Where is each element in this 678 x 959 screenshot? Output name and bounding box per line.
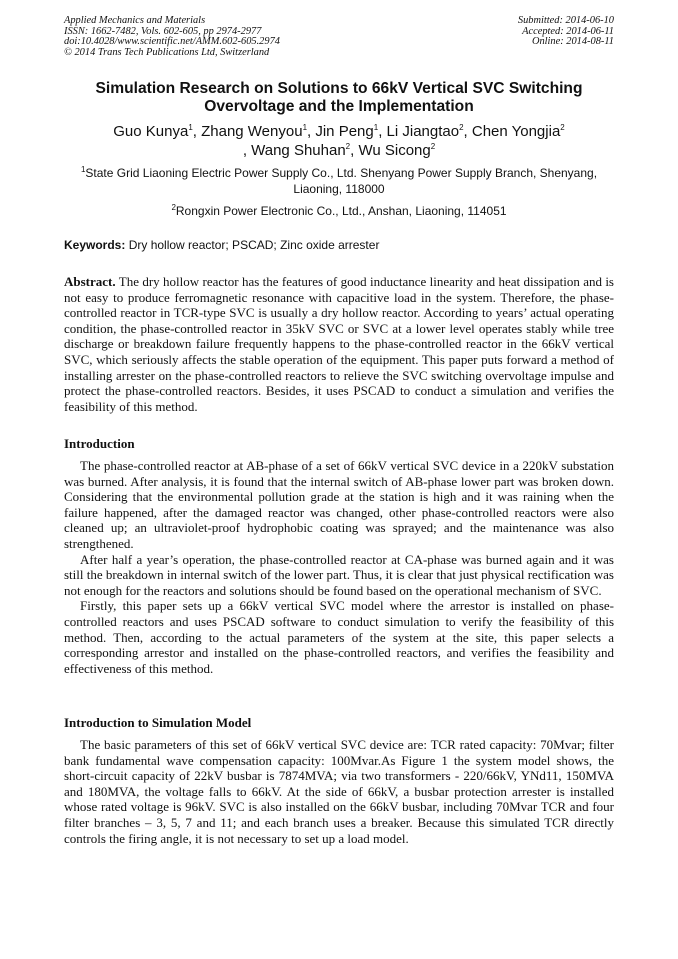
author-name: Guo Kunya [113,123,189,140]
paragraph: Firstly, this paper sets up a 66kV vertical SVC model where the arrestor is installed on phase-controlled reactors and uses PSCAD software to conduct simulation to verify the feasibility of this method. Then, according to the actual parameters of the system at the site, this paper selects a corresponding arrestor and installed on the phase-controlled reactors, and verifies the feasibility and effectiveness of this method. [64,598,614,676]
paragraph: The phase-controlled reactor at AB-phase of a set of 66kV vertical SVC device in a 220kV substation was burned. After analysis, it is found that the internal switch of AB-phase lower part was broken down. Considering that the environmental pollution grade at the station is high and it was raining when the failure happened, after the damaged reactor was changed, other phase-controlled reactors were also cleaned up; an ultraviolet-proof hydrophobic coating was sprayed; and the maintenance was also strengthened. [64,458,614,551]
author-name: , Zhang Wenyou [192,123,303,140]
section-heading-introduction: Introduction [64,436,135,451]
dates-info [518,16,614,48]
journal-info [64,16,280,58]
abstract [64,274,614,414]
author-affil-mark: 2 [345,142,351,151]
section-heading-simulation-model: Introduction to Simulation Model [64,715,252,730]
abstract-label: Abstract. [64,274,116,289]
issn-line: ISSN: 1662-7482, Vols. 602-605, pp 2974-2977 [64,25,262,37]
affiliation-2 [64,204,614,220]
author-name: , Wu Sicong [350,142,431,159]
submitted-date: Submitted: 2014-06-10 [517,15,614,26]
author-affil-mark: 1 [188,123,193,132]
author-affil-mark: 1 [302,123,308,132]
affiliation-text: State Grid Liaoning Electric Power Supply Co., Ltd. Shenyang Power Supply Branch, Shenyang, Liaoning, 118000 [85,166,598,196]
copyright-line: © 2014 Trans Tech Publications Ltd, Switzerland [64,46,270,58]
affiliation-text: Rongxin Power Electronic Co., Ltd., Anshan, Liaoning, 114051 [175,204,507,218]
online-date: Online: 2014-08-11 [531,36,614,48]
journal-name: Applied Mechanics and Materials [64,15,206,26]
abstract-text: The dry hollow reactor has the features of good inductance linearity and heat dissipation and is not easy to produce ferromagnetic resonance with capacitive load in the system. Therefore, the phase-controlled reactor in TCR-type SVC is usually a dry hollow reactor. According to years’ actual operating condition, the phase-controlled reactor in 35kV SVC or SVC at a lower level operates stably while tree discharge or breakdown failure frequently happens to the phase-controlled reactor in the 66kV vertical SVC, which seriously affects the stable operation of the equipment. This paper puts forward a method of installing arrester on the phase-controlled reactors to relieve the SVC switching overvoltage impulse and protect the phase-controlled reactors. Besides, it uses PSCAD to conduct a simulation and verifies the feasibility of this method. [64,274,614,414]
author-affil-mark: 2 [430,142,436,151]
doi-line: doi:10.4028/www.scientific.net/AMM.602-605.2974 [64,36,280,48]
author-name: , Chen Yongjia [463,123,561,140]
affiliation-mark: 2 [171,203,176,212]
affiliation-mark: 1 [80,165,86,174]
accepted-date: Accepted: 2014-06-11 [522,25,614,37]
author-affil-mark: 2 [560,123,565,132]
affiliation-1 [64,166,614,197]
keywords-label: Keywords: [64,238,126,252]
author-name: , Li Jiangtao [378,123,460,140]
paper-title: Simulation Research on Solutions to 66kV Vertical SVC Switching Overvoltage and the Implementation [95,80,583,115]
author-list [64,122,614,160]
author-affil-mark: 2 [459,123,464,132]
keywords [64,238,614,253]
author-name: , Jin Peng [307,123,374,140]
paragraph: After half a year’s operation, the phase-controlled reactor at CA-phase was burned again and it was still the breakdown in internal switch of the lower part. Thus, it is clear that just physical rectification was not enough for the reactors and solutions should be found based on the operational mechanism of SVC. [64,551,614,598]
keywords-text: Dry hollow reactor; PSCAD; Zinc oxide arrester [125,238,380,252]
section-introduction [64,458,614,676]
paragraph: The basic parameters of this set of 66kV vertical SVC device are: TCR rated capacity: 70Mvar; filter bank fundamental wave compensation capacity: 100Mvar.As Figure 1 the system model shows, the short-circuit capacity of 22kV busbar is 7874MVA; via two transformers - 220/66kV, YNd11, 150MVA and 180MVA, the voltage falls to 66kV. At the side of 66kV, a busbar protection arrester is installed whose rated voltage is 96kV. SVC is also installed on the 66kV busbar, including 70Mvar TCR and four filter branches – 3, 5, 7 and 11; and each branch uses a breaker. Because this simulated TCR directly controls the firing angle, it is not necessary to set up a load model. [64,737,614,846]
author-affil-mark: 1 [373,123,379,132]
section-simulation-model [64,737,614,846]
author-name: , Wang Shuhan [242,142,346,159]
